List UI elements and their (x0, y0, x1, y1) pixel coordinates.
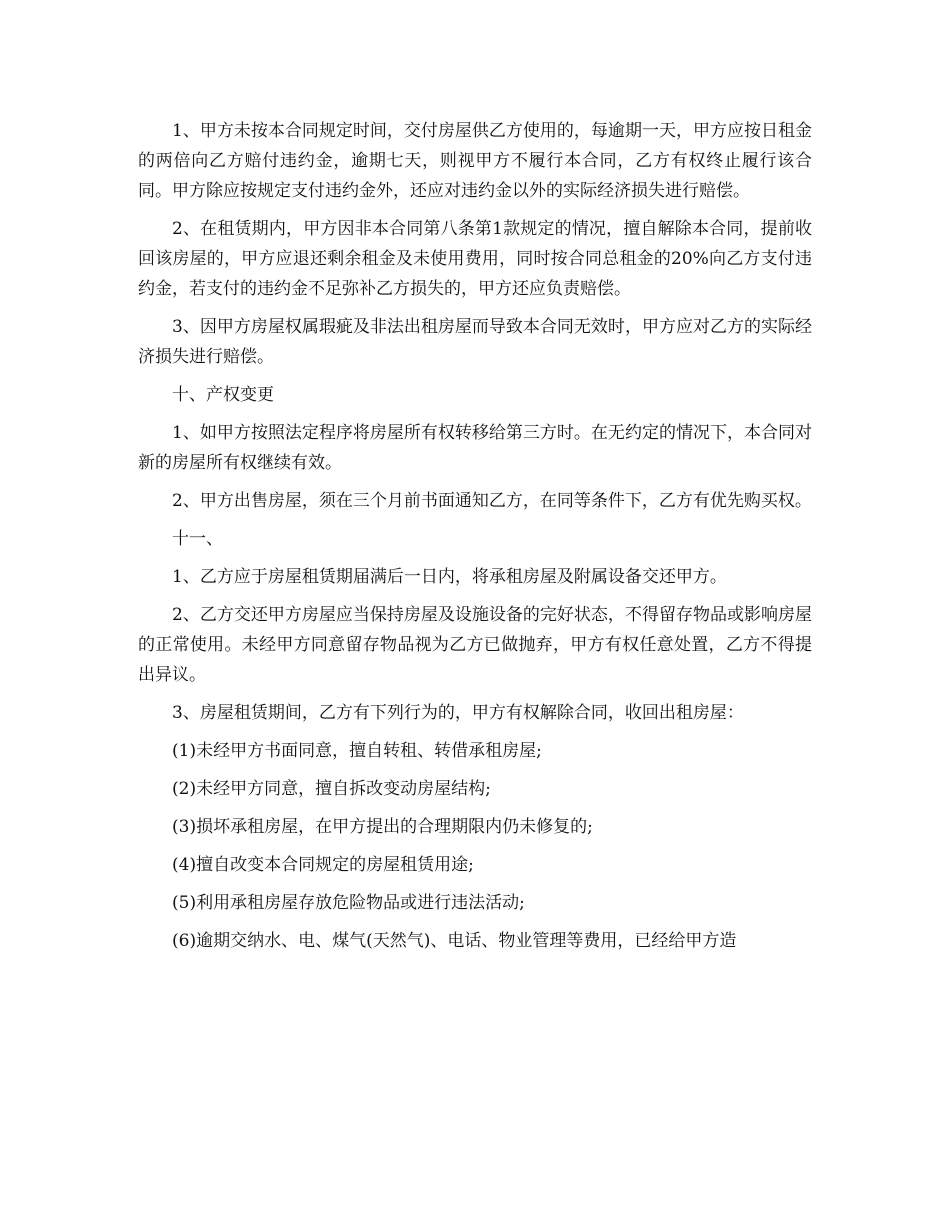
list-item: (3)损坏承租房屋，在甲方提出的合理期限内仍未修复的; (172, 817, 593, 837)
section-heading-eleven: 十一、 (172, 529, 223, 549)
list-item: (2)未经甲方同意，擅自拆改变动房屋结构; (172, 779, 491, 799)
list-item: (5)利用承租房屋存放危险物品或进行违法活动; (172, 893, 525, 913)
section-heading-property-change: 十、产权变更 (172, 385, 274, 405)
list-item: (1)未经甲方书面同意，擅自转租、转借承租房屋; (172, 741, 542, 761)
paragraph-priority-purchase: 2、甲方出售房屋，须在三个月前书面通知乙方，在同等条件下，乙方有优先购买权。 (172, 491, 812, 511)
paragraph-breach-title-defect: 3、因甲方房屋权属瑕疵及非法出租房屋而导致本合同无效时，甲方应对乙方的实际经济损失进行赔偿。 (138, 317, 812, 367)
document-page (138, 116, 812, 964)
paragraph-return-house: 1、乙方应于房屋租赁期届满后一日内，将承租房屋及附属设备交还甲方。 (172, 567, 727, 587)
list-item: (4)擅自改变本合同规定的房屋租赁用途; (172, 855, 474, 875)
paragraph-ownership-transfer: 1、如甲方按照法定程序将房屋所有权转移给第三方时。在无约定的情况下，本合同对新的房屋所有权继续有效。 (138, 423, 812, 473)
paragraph-breach-early-termination: 2、在租赁期内，甲方因非本合同第八条第1款规定的情况，擅自解除本合同，提前收回该房屋的，甲方应退还剩余租金及未使用费用，同时按合同总租金的20%向乙方支付违约金，若支付的违约金不足弥补乙方损失的，甲方还应负责赔偿。 (138, 219, 812, 299)
paragraph-breach-delivery: 1、甲方未按本合同规定时间，交付房屋供乙方使用的，每逾期一天，甲方应按日租金的两倍向乙方赔付违约金，逾期七天，则视甲方不履行本合同，乙方有权终止履行该合同。甲方除应按规定支付违约金外，还应对违约金以外的实际经济损失进行赔偿。 (138, 121, 812, 201)
paragraph-termination-conditions: 3、房屋租赁期间，乙方有下列行为的，甲方有权解除合同，收回出租房屋： (172, 703, 744, 723)
list-item: (6)逾期交纳水、电、煤气(天然气)、电话、物业管理等费用，已经给甲方造 (172, 931, 737, 951)
paragraph-return-condition: 2、乙方交还甲方房屋应当保持房屋及设施设备的完好状态，不得留存物品或影响房屋的正常使用。未经甲方同意留存物品视为乙方已做抛弃，甲方有权任意处置，乙方不得提出异议。 (138, 605, 812, 685)
